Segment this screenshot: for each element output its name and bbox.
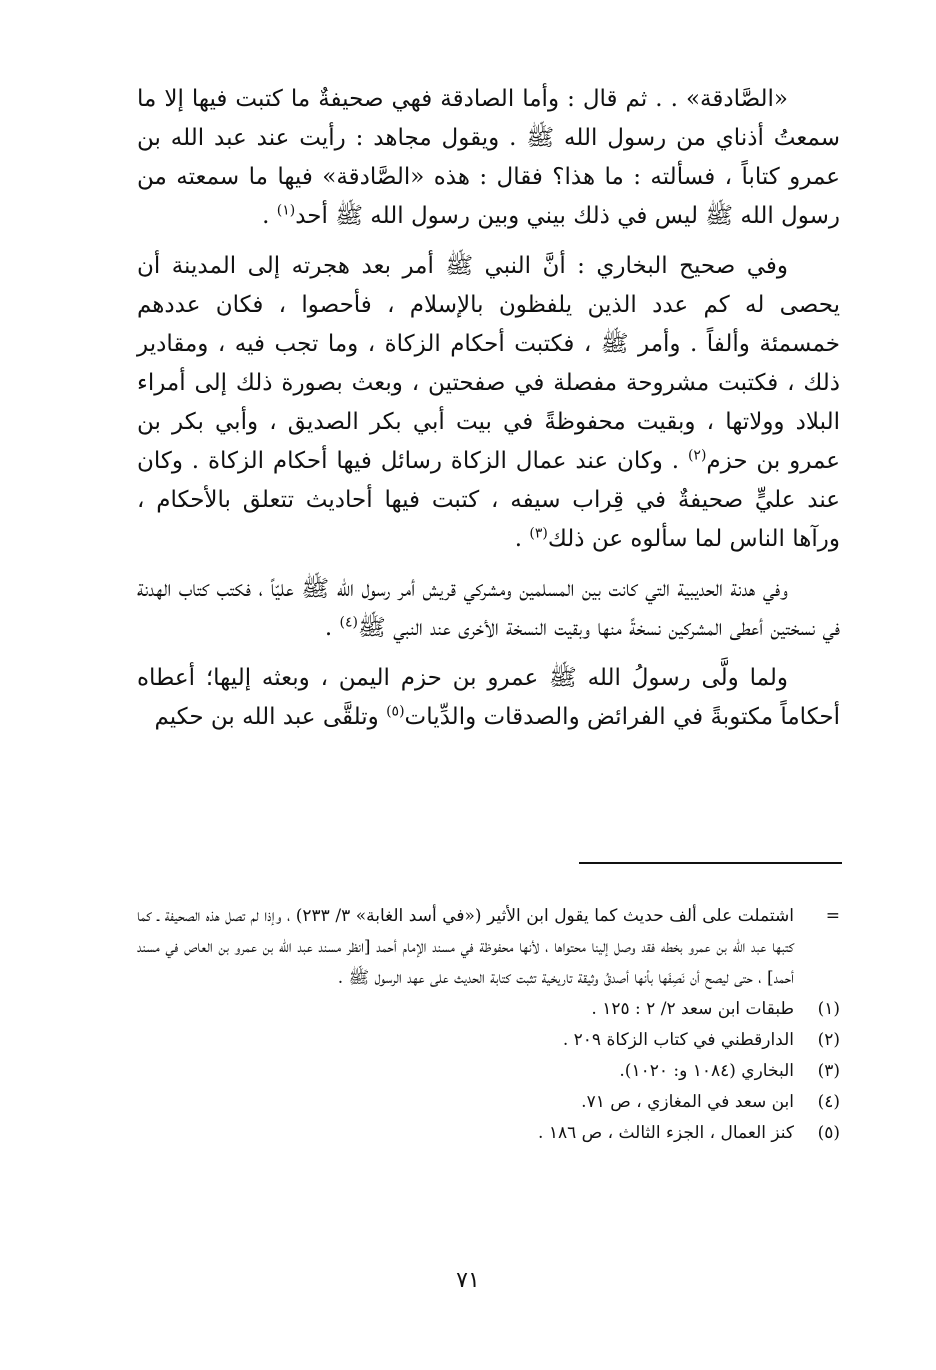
footnote-ref-2: (٢) bbox=[687, 447, 707, 464]
footnote-1 bbox=[137, 994, 840, 1025]
paragraph-4 bbox=[137, 659, 840, 737]
footnote-text: الدارقطني في كتاب الزكاة ٢٠٩ . bbox=[562, 1030, 794, 1050]
footnote-ref-3: (٣) bbox=[529, 525, 548, 542]
footnote-text: كنز العمال ، الجزء الثالث ، ص ١٨٦ . bbox=[538, 1123, 794, 1143]
footnote-separator bbox=[579, 862, 842, 864]
footnote-number: (٣) bbox=[817, 1061, 840, 1081]
footnote-4 bbox=[137, 1087, 840, 1118]
paragraph-4-text: ولما ولَّى رسولُ الله ﷺ عمرو بن حزم اليمن ، وبعثه إليها؛ أعطاه أحكاماً مكتوبةً في الفرائض والصدقات والدِّيات bbox=[137, 665, 840, 730]
paragraph-2-end: . bbox=[514, 526, 530, 552]
footnotes bbox=[137, 901, 840, 1149]
paragraph-3-text: وفي هدنة الحديبية التي كانت بين المسلمين ومشركي قريش أمر رسول الله ﷺ عليّاً ، فكتب كتاب الهدنة في نسختين أعطى المشركين نسخةً منها وبقيت النسخة الأخرى عند النبي ﷺ bbox=[137, 576, 840, 641]
paragraph-1-text: «الصَّادقة» . . ثم قال : وأما الصادقة فهي صحيفةٌ ما كتبت فيها إلا ما سمعتُ أذناي من رسول الله ﷺ . ويقول مجاهد : رأيت عند عبد الله بن عمرو كتاباً ، فسألته : ما هذا؟ فقال : هذه «الصَّادقة» فيها ما سمعته من رسول الله ﷺ ليس في ذلك بيني وبين رسول الله ﷺ أحد bbox=[137, 86, 840, 229]
footnote-number: (٢) bbox=[817, 1030, 840, 1050]
paragraph-1-end: . bbox=[262, 203, 277, 229]
footnote-continuation bbox=[137, 901, 840, 994]
paragraph-3-end: . bbox=[324, 615, 340, 641]
footnote-text: البخاري (١٠٨٤ و: ١٠٢٠). bbox=[619, 1061, 794, 1081]
footnote-ref-1: (١) bbox=[276, 202, 296, 219]
footnote-text: طبقات ابن سعد ٢/ ٢ : ١٢٥ . bbox=[591, 999, 794, 1019]
page-number: ٧١ bbox=[456, 1268, 480, 1293]
paragraph-1 bbox=[137, 80, 840, 236]
footnote-number: (٥) bbox=[817, 1123, 840, 1143]
continuation-text: اشتملت على ألف حديث كما يقول ابن الأثير («في أسد الغابة» ٣/ ٢٣٣) ، وإذا لم تصل هذه الصحيفة ـ كما كتبها عبد الله بن عمرو بخطه فقد وصل إلينا محتواها ، لأنها محفوظة في مسند الإمام أحمد [انظر مسند عبد الله بن عمرو بن العاص في مسند أحمد] ، حتى ليصح أن نَصِفَها بأنها أصدقُ وثيقة تاريخية تثبت كتابة الحديث على عهد الرسول ﷺ . bbox=[137, 906, 794, 988]
footnote-ref-4: (٤) bbox=[339, 614, 358, 631]
paragraph-3 bbox=[137, 570, 840, 648]
main-text bbox=[137, 80, 840, 737]
paragraph-2-text: وفي صحيح البخاري : أنَّ النبي ﷺ أمر بعد هجرته إلى المدينة أن يحصى له كم عدد الذين يلفظون بالإسلام ، فأحصوا ، فكان عددهم خمسمئة وألفاً . وأمر ﷺ ، فكتبت أحكام الزكاة ، وما تجب فيه ، ومقادير ذلك ، فكتبت مشروحة مفصلة في صفحتين ، وبعث بصورة ذلك إلى أمراء البلاد وولاتها ، وبقيت محفوظةً في بيت أبي بكر الصديق ، وأبي بكر بن عمرو بن حزم bbox=[137, 253, 840, 474]
paragraph-4-end: وتلقَّى عبد الله بن حكيم bbox=[154, 704, 387, 730]
continuation-mark: = bbox=[825, 906, 840, 926]
footnote-number: (٤) bbox=[817, 1092, 840, 1112]
footnote-number: (١) bbox=[817, 999, 840, 1019]
footnote-3 bbox=[137, 1056, 840, 1087]
footnote-ref-5: (٥) bbox=[386, 703, 405, 720]
paragraph-2 bbox=[137, 247, 840, 559]
footnote-text: ابن سعد في المغازي ، ص ٧١. bbox=[581, 1092, 794, 1112]
paragraph-2-text-cont: . وكان عند عمال الزكاة رسائل فيها أحكام الزكاة . وكان عند عليٍّ صحيفةٌ في قِراب سيفه ، كتبت فيها أحاديث تتعلق بالأحكام ، ورآها الناس لما سألوه عن ذلك bbox=[137, 448, 840, 552]
footnote-2 bbox=[137, 1025, 840, 1056]
footnote-5 bbox=[137, 1118, 840, 1149]
